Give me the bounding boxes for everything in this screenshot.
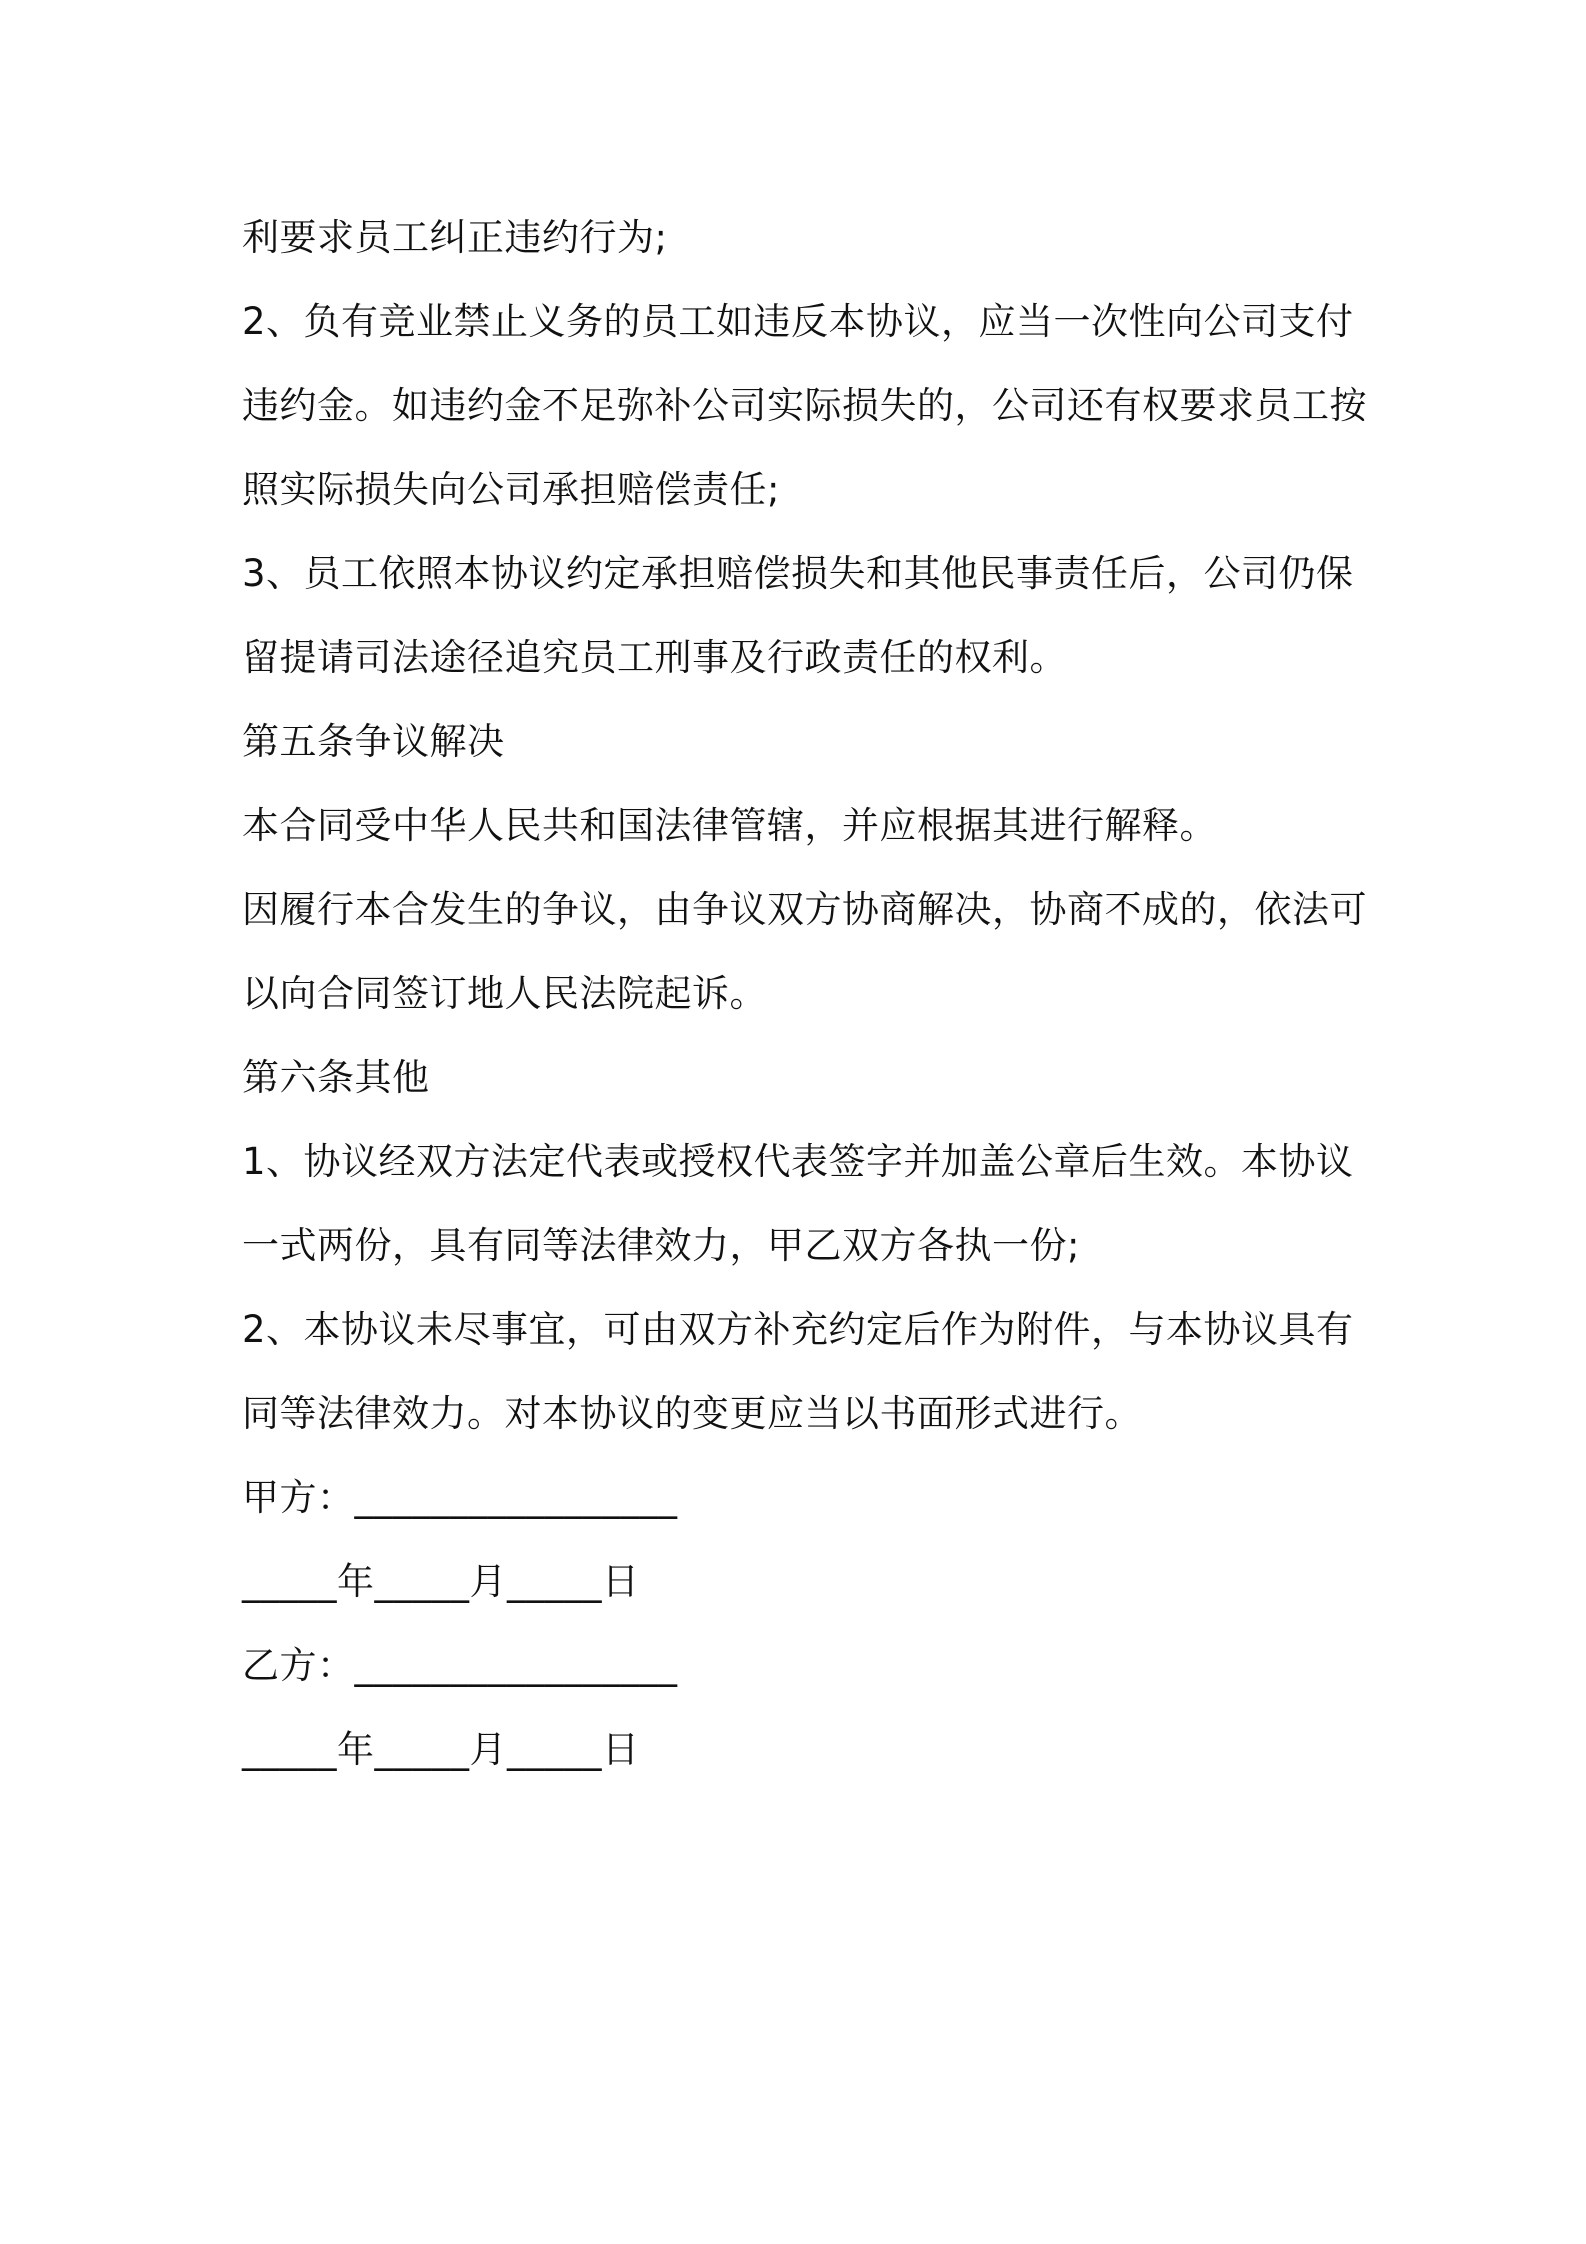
text-line-4: 照实际损失向公司承担赔偿责任; [242,468,780,511]
party-a-date-line: _____年_____月_____日 [242,1560,640,1603]
text-line-13: 一式两份，具有同等法律效力，甲乙双方各执一份; [242,1224,1080,1267]
party-b-date-line: _____年_____月_____日 [242,1728,640,1771]
text-line-10: 以向合同签订地人民法院起诉。 [242,972,767,1015]
text-line-12: 1、协议经双方法定代表或授权代表签字并加盖公章后生效。本协议 [242,1140,1354,1183]
party-a-signature-line: 甲方：_________________ [242,1476,678,1519]
text-line-6: 留提请司法途径追究员工刑事及行政责任的权利。 [242,636,1067,679]
section-heading-6: 第六条其他 [242,1056,430,1099]
text-line-14: 2、本协议未尽事宜，可由双方补充约定后作为附件，与本协议具有 [242,1308,1354,1351]
text-line-3: 违约金。如违约金不足弥补公司实际损失的，公司还有权要求员工按 [242,384,1367,427]
section-heading-5: 第五条争议解决 [242,720,505,763]
party-b-signature-line: 乙方：_________________ [242,1644,678,1687]
document-page [242,196,1367,1792]
text-line-9: 因履行本合发生的争议，由争议双方协商解决，协商不成的，依法可 [242,888,1367,931]
text-line-5: 3、员工依照本协议约定承担赔偿损失和其他民事责任后，公司仍保 [242,552,1354,595]
text-line-1: 利要求员工纠正违约行为; [242,216,668,259]
text-line-2: 2、负有竞业禁止义务的员工如违反本协议，应当一次性向公司支付 [242,300,1354,343]
text-line-8: 本合同受中华人民共和国法律管辖，并应根据其进行解释。 [242,804,1217,847]
text-line-15: 同等法律效力。对本协议的变更应当以书面形式进行。 [242,1392,1142,1435]
